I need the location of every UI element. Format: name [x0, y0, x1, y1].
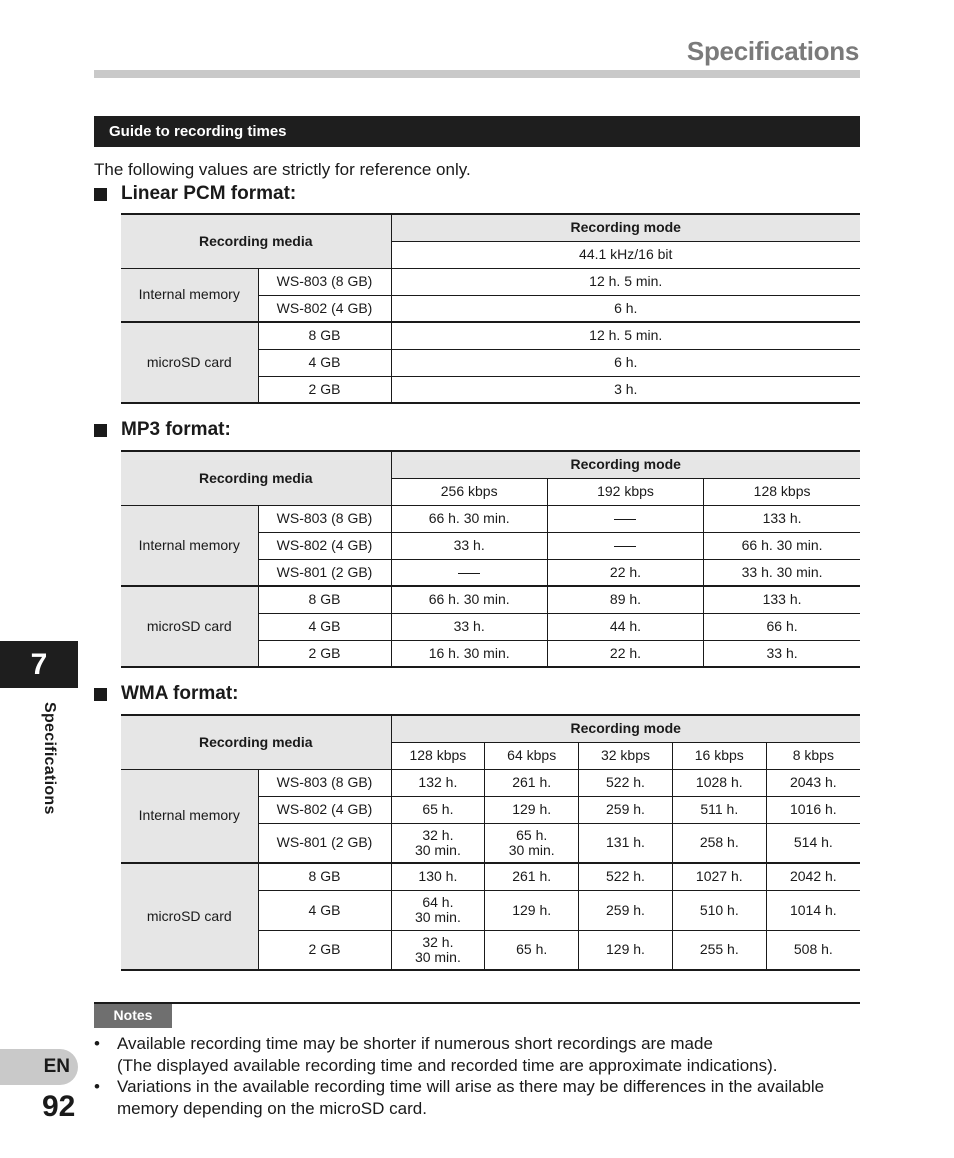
note-item: [94, 1033, 860, 1076]
note-text: Available recording time may be shorter if numerous short recordings are made (The displayed available recording time and recorded time are approximate indications).: [117, 1034, 778, 1075]
time-cell: 129 h.: [485, 796, 579, 823]
dash-mark: [614, 546, 636, 547]
group-microsd-card: microSD card: [121, 322, 258, 403]
device-cell: WS-803 (8 GB): [258, 505, 391, 532]
time-cell: 22 h.: [547, 559, 703, 586]
time-cell: 259 h.: [579, 890, 673, 930]
time-cell: 522 h.: [579, 769, 673, 796]
note-item: [94, 1076, 860, 1119]
wma-heading: [94, 683, 239, 705]
recording-mode-header: Recording mode: [391, 214, 860, 241]
group-microsd-card: microSD card: [121, 586, 258, 667]
time-cell: 66 h. 30 min.: [391, 505, 547, 532]
pcm-heading: [94, 183, 296, 205]
wma-heading-text: WMA format:: [121, 683, 239, 704]
time-cell: 6 h.: [391, 295, 860, 322]
square-bullet-icon: [94, 188, 107, 201]
device-cell: WS-803 (8 GB): [258, 268, 391, 295]
dash-mark: [458, 573, 480, 574]
recording-mode-header: Recording mode: [391, 451, 860, 478]
time-cell: 64 h. 30 min.: [391, 890, 485, 930]
time-cell: 12 h. 5 min.: [391, 268, 860, 295]
time-cell: 12 h. 5 min.: [391, 322, 860, 349]
time-cell: 33 h.: [391, 613, 547, 640]
wma-table: [121, 714, 860, 971]
time-cell: 1027 h.: [672, 863, 766, 890]
device-cell: 2 GB: [258, 376, 391, 403]
time-cell: 66 h. 30 min.: [704, 532, 860, 559]
page-number: 92: [42, 1090, 76, 1123]
time-cell: 1014 h.: [766, 890, 860, 930]
time-cell: 32 h. 30 min.: [391, 823, 485, 863]
recording-mode-header: Recording mode: [391, 715, 860, 742]
mp3-heading-text: MP3 format:: [121, 419, 231, 440]
time-cell: 258 h.: [672, 823, 766, 863]
mode-header: 44.1 kHz/16 bit: [391, 241, 860, 268]
mode-header: 8 kbps: [766, 742, 860, 769]
mode-header: 128 kbps: [391, 742, 485, 769]
group-internal-memory: Internal memory: [121, 268, 258, 322]
time-cell: 65 h. 30 min.: [485, 823, 579, 863]
time-cell: 44 h.: [547, 613, 703, 640]
mode-header: 32 kbps: [579, 742, 673, 769]
bullet-icon: •: [94, 1034, 100, 1053]
time-cell: 133 h.: [704, 586, 860, 613]
pcm-heading-text: Linear PCM format:: [121, 183, 297, 204]
time-cell: 132 h.: [391, 769, 485, 796]
mode-header: 256 kbps: [391, 478, 547, 505]
time-cell: [547, 505, 703, 532]
time-cell: 65 h.: [391, 796, 485, 823]
device-cell: 4 GB: [258, 613, 391, 640]
device-cell: 4 GB: [258, 349, 391, 376]
time-cell: 1028 h.: [672, 769, 766, 796]
bullet-icon: •: [94, 1077, 100, 1096]
device-cell: 8 GB: [258, 863, 391, 890]
time-cell: 33 h.: [704, 640, 860, 667]
time-cell: 66 h.: [704, 613, 860, 640]
time-cell: 255 h.: [672, 930, 766, 970]
device-cell: WS-802 (4 GB): [258, 532, 391, 559]
intro-text: The following values are strictly for reference only.: [94, 160, 471, 179]
time-cell: 129 h.: [579, 930, 673, 970]
mode-header: 64 kbps: [485, 742, 579, 769]
time-cell: 33 h. 30 min.: [704, 559, 860, 586]
chapter-tab: 7: [0, 641, 78, 688]
time-cell: 511 h.: [672, 796, 766, 823]
time-cell: [391, 559, 547, 586]
mp3-table: [121, 450, 860, 668]
time-cell: 65 h.: [485, 930, 579, 970]
device-cell: WS-802 (4 GB): [258, 796, 391, 823]
time-cell: 2043 h.: [766, 769, 860, 796]
device-cell: WS-801 (2 GB): [258, 823, 391, 863]
time-cell: 22 h.: [547, 640, 703, 667]
time-cell: 33 h.: [391, 532, 547, 559]
time-cell: 261 h.: [485, 769, 579, 796]
device-cell: 4 GB: [258, 890, 391, 930]
recording-media-header: Recording media: [121, 715, 391, 769]
mp3-heading: [94, 419, 231, 441]
device-cell: 8 GB: [258, 586, 391, 613]
notes-list: [94, 1033, 860, 1119]
time-cell: 508 h.: [766, 930, 860, 970]
device-cell: WS-802 (4 GB): [258, 295, 391, 322]
group-internal-memory: Internal memory: [121, 769, 258, 863]
mode-header: 16 kbps: [672, 742, 766, 769]
time-cell: 261 h.: [485, 863, 579, 890]
notes-rule: [94, 1002, 860, 1004]
time-cell: 6 h.: [391, 349, 860, 376]
language-tab: EN: [0, 1049, 78, 1085]
recording-media-header: Recording media: [121, 214, 391, 268]
mode-header: 128 kbps: [704, 478, 860, 505]
mode-header: 192 kbps: [547, 478, 703, 505]
time-cell: 130 h.: [391, 863, 485, 890]
square-bullet-icon: [94, 688, 107, 701]
time-cell: 16 h. 30 min.: [391, 640, 547, 667]
title-rule: [94, 70, 860, 78]
time-cell: 133 h.: [704, 505, 860, 532]
time-cell: 510 h.: [672, 890, 766, 930]
time-cell: 131 h.: [579, 823, 673, 863]
device-cell: 2 GB: [258, 930, 391, 970]
time-cell: 1016 h.: [766, 796, 860, 823]
time-cell: [547, 532, 703, 559]
device-cell: 8 GB: [258, 322, 391, 349]
device-cell: WS-801 (2 GB): [258, 559, 391, 586]
device-cell: 2 GB: [258, 640, 391, 667]
time-cell: 66 h. 30 min.: [391, 586, 547, 613]
chapter-side-title: Specifications: [41, 702, 58, 815]
notes-label: Notes: [94, 1004, 172, 1028]
time-cell: 32 h. 30 min.: [391, 930, 485, 970]
time-cell: 129 h.: [485, 890, 579, 930]
section-bar: Guide to recording times: [94, 116, 860, 147]
group-microsd-card: microSD card: [121, 863, 258, 970]
dash-mark: [614, 519, 636, 520]
device-cell: WS-803 (8 GB): [258, 769, 391, 796]
time-cell: 514 h.: [766, 823, 860, 863]
time-cell: 522 h.: [579, 863, 673, 890]
group-internal-memory: Internal memory: [121, 505, 258, 586]
time-cell: 259 h.: [579, 796, 673, 823]
time-cell: 89 h.: [547, 586, 703, 613]
recording-media-header: Recording media: [121, 451, 391, 505]
note-text: Variations in the available recording time will arise as there may be differences in the available memory depending on the microSD card.: [117, 1077, 825, 1118]
square-bullet-icon: [94, 424, 107, 437]
pcm-table: [121, 213, 860, 404]
time-cell: 2042 h.: [766, 863, 860, 890]
page-title: Specifications: [686, 36, 859, 66]
time-cell: 3 h.: [391, 376, 860, 403]
